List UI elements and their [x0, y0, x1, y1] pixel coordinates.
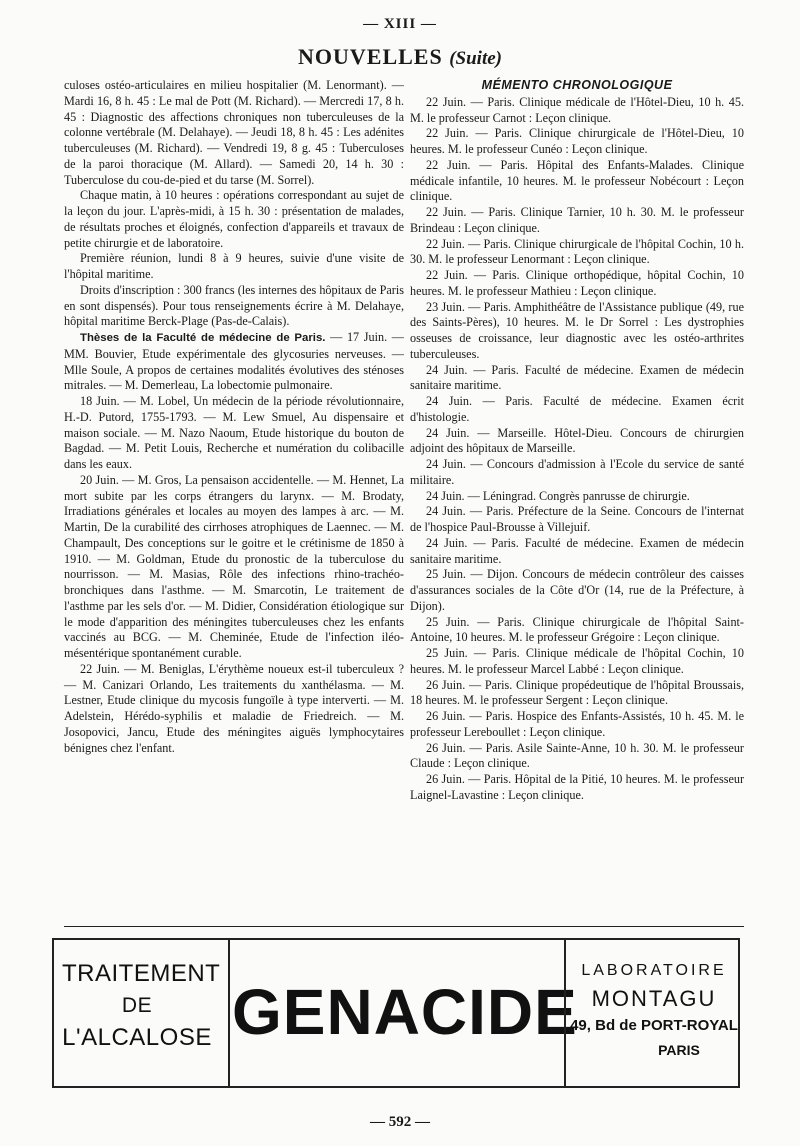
paragraph: culoses ostéo-articulaires en milieu hospitalier (M. Lenormant). — Mardi 16, 8 h. 45 : Le mal de Pott (M. Richard). — Mercredi 17, 8 h. 45 : Diagnostic des affections chroniques non tuberculeuses de la colonne vertébrale (M. Delahaye). — Jeudi 18, 8 h. 45 : Les adénites tuberculeuses (M. Richard). — Vendredi 19, 8 g. 45 : Tuberculoses de la paroi thoracique (M. Allard). — Samedi 20, 14 h. 30 : Tuberculose du cou-de-pied et du tarse (M. Sorrel).	[64, 78, 404, 187]
memento-entry: 24 Juin. — Concours d'admission à l'Ecole du service de santé militaire.	[410, 457, 744, 487]
memento-list	[410, 95, 744, 804]
paragraph: Chaque matin, à 10 heures : opérations correspondant au sujet de la leçon du jour. L'après-midi, à 15 h. 30 : présentation de malades, de résultats proches et éloignés, confection d'appareils et travaux de petite chirurgie et de laboratoire.	[64, 188, 404, 250]
page-number: — 592 —	[370, 1114, 430, 1130]
memento-entry: 25 Juin. — Paris. Clinique médicale de l'hôpital Cochin, 10 heures. M. le professeur Marcel Labbé : Leçon clinique.	[410, 646, 744, 676]
ad-tagline	[62, 958, 221, 1054]
paragraph: Droits d'inscription : 300 francs (les internes des hôpitaux de Paris en sont dispensés). Pour tous renseignements écrire à M. Delahaye, hôpital maritime Berck-Plage (Pas-de-Calais).	[64, 282, 404, 329]
section-title: NOUVELLES	[298, 44, 443, 69]
memento-entry: 22 Juin. — Paris. Clinique chirurgicale de l'hôpital Cochin, 10 h. 30. M. le professeur Lenormant : Leçon clinique.	[410, 236, 744, 267]
memento-entry: 22 Juin. — Paris. Hôpital des Enfants-Malades. Clinique médicale infantile, 10 heures. M. le professeur Nobécourt : Leçon clinique.	[410, 157, 744, 204]
memento-entry: 24 Juin. — Paris. Préfecture de la Seine. Concours de l'internat de l'hospice Paul-Brousse à Villejuif.	[410, 504, 744, 534]
memento-entry: 26 Juin. — Paris. Hôpital de la Pitié, 10 heures. M. le professeur Laignel-Lavastine : Leçon clinique.	[410, 772, 744, 802]
ad-lab-address: 49, Bd de PORT-ROYAL	[570, 1017, 738, 1034]
ad-tagline-line1: TRAITEMENT	[62, 960, 221, 987]
memento-entry: 25 Juin. — Dijon. Concours de médecin contrôleur des caisses d'assurances sociales de la Côte d'Or (14, rue de la Préfecture, à Dijon).	[410, 567, 744, 613]
memento-entry: 24 Juin. — Léningrad. Congrès panrusse de chirurgie.	[426, 488, 690, 503]
theses-paragraph: 18 Juin. — M. Lobel, Un médecin de la période révolutionnaire, H.-D. Putord, 1755-1793. — M. Lew Smuel, Au dispensaire et maison sociale. — M. Nazo Naoum, Etude historique du bouton de Bagdad. — M. Petit Louis, Recherche et numération du colibacille dans les eaux.	[64, 394, 404, 471]
folio: — XIII —	[363, 16, 437, 32]
theses-paragraph: 20 Juin. — M. Gros, La pensaison accidentelle. — M. Hennet, La mort subite par les corps étrangers du larynx. — M. Brodaty, Irradiations générales et locales au moyen des lampes à arc. — M. Martin, De la curabilité des cirrhoses atrophiques de Laennec. — M. Champault, Des conceptions sur le goitre et le crétinisme de 1850 à 1910. — M. Goldman, Etude du pronostic de la tuberculose du nourrisson. — M. Masias, Rôle des infections rhino-trachéo-bronchiques dans l'asthme. — M. Smarcotin, Le traitement de l'asthme par les sels d'or. — M. Didier, Considération étiologique sur le mode d'apparition des méningites tuberculeuses chez les enfants vaccinés au BCG. — M. Cheminée, Etude de l'infection iléo-mésentérique spontanément curable.	[64, 472, 404, 660]
memento-entry: 25 Juin. — Paris. Clinique chirurgicale de l'hôpital Saint-Antoine, 10 heures. M. le professeur Grégoire : Leçon clinique.	[410, 614, 744, 645]
section-suite: (Suite)	[449, 48, 502, 69]
memento-entry: 22 Juin. — Paris. Clinique Tarnier, 10 h. 30. M. le professeur Brindeau : Leçon clinique.	[410, 205, 744, 235]
memento-entry: 23 Juin. — Paris. Amphithéâtre de l'Assistance publique (49, rue des Saints-Pères), 10 heures. M. le Dr Sorrel : Les dystrophies osseuses de croissance, leur diagnostic avec les ostéo-arthrites tuberculeuses.	[410, 299, 744, 361]
ad-lab-line2: MONTAGU	[591, 986, 717, 1011]
memento-title: MÉMENTO CHRONOLOGIQUE	[481, 78, 673, 92]
memento-entry: 24 Juin. — Paris. Faculté de médecine. Examen écrit d'histologie.	[410, 394, 744, 424]
left-column	[64, 78, 404, 756]
theses-text: — 17 Juin. — MM. Bouvier, Etude expérimentale des glycosuries nerveuses. — Mlle Soule, A propos de certaines modalités évolutives des sténoses mitrales. — M. Demerleau, La lobectomie pulmonaire.	[64, 330, 404, 393]
memento-entry: 26 Juin. — Paris. Hospice des Enfants-Assistés, 10 h. 45. M. le professeur Lereboullet : Leçon clinique.	[410, 709, 744, 739]
memento-entry: 26 Juin. — Paris. Clinique propédeutique de l'hôpital Broussais, 18 heures. M. le professeur Sergent : Leçon clinique.	[410, 677, 744, 708]
ad-divider-right	[564, 940, 566, 1086]
memento-entry: 24 Juin. — Paris. Faculté de médecine. Examen de médecin sanitaire maritime.	[410, 362, 744, 393]
memento-entry: 22 Juin. — Paris. Clinique chirurgicale de l'Hôtel-Dieu, 10 heures. M. le professeur Cunéo : Leçon clinique.	[410, 126, 744, 156]
theses-paragraph	[64, 330, 404, 394]
ad-lab-line1: LABORATOIRE	[581, 962, 727, 979]
theses-heading: Thèses de la Faculté de médecine de Paris.	[80, 332, 326, 344]
right-column	[410, 78, 744, 804]
page-title	[0, 44, 800, 70]
ad-tagline-line2: DE	[121, 994, 153, 1017]
memento-entry: 24 Juin. — Paris. Faculté de médecine. Examen de médecin sanitaire maritime.	[410, 535, 744, 566]
ad-lab-city: PARIS	[658, 1042, 700, 1058]
ad-tagline-line3: L'ALCALOSE	[62, 1024, 212, 1051]
paragraph: Première réunion, lundi 8 à 9 heures, suivie d'une visite de l'hôpital maritime.	[64, 251, 404, 281]
ad-divider-left	[228, 940, 230, 1086]
memento-entry: 24 Juin. — Marseille. Hôtel-Dieu. Concours de chirurgien adjoint des hôpitaux de Marseille.	[410, 425, 744, 456]
memento-entry: 22 Juin. — Paris. Clinique orthopédique, hôpital Cochin, 10 heures. M. le professeur Mathieu : Leçon clinique.	[410, 268, 744, 298]
ad-laboratory	[570, 958, 738, 1062]
theses-paragraph: 22 Juin. — M. Beniglas, L'érythème noueux est-il tuberculeux ? — M. Canizari Orlando, Les traitements du xanthélasma. — M. Lestner, Etude clinique du mycosis fungoïle à type interverti. — M. Adelstein, Hérédo-syphilis et maladie de Friedreich. — M. Josopovici, Jancu, Etude des méningites aiguës lymphocytaires bénignes chez l'enfant.	[64, 661, 404, 755]
memento-entry: 22 Juin. — Paris. Clinique médicale de l'Hôtel-Dieu, 10 h. 45. M. le professeur Carnot : Leçon clinique.	[410, 94, 744, 125]
divider	[64, 926, 744, 927]
ad-brand: GENACIDE	[232, 976, 578, 1048]
advertisement	[52, 938, 740, 1088]
memento-entry: 26 Juin. — Paris. Asile Sainte-Anne, 10 h. 30. M. le professeur Claude : Leçon clinique.	[410, 740, 744, 771]
